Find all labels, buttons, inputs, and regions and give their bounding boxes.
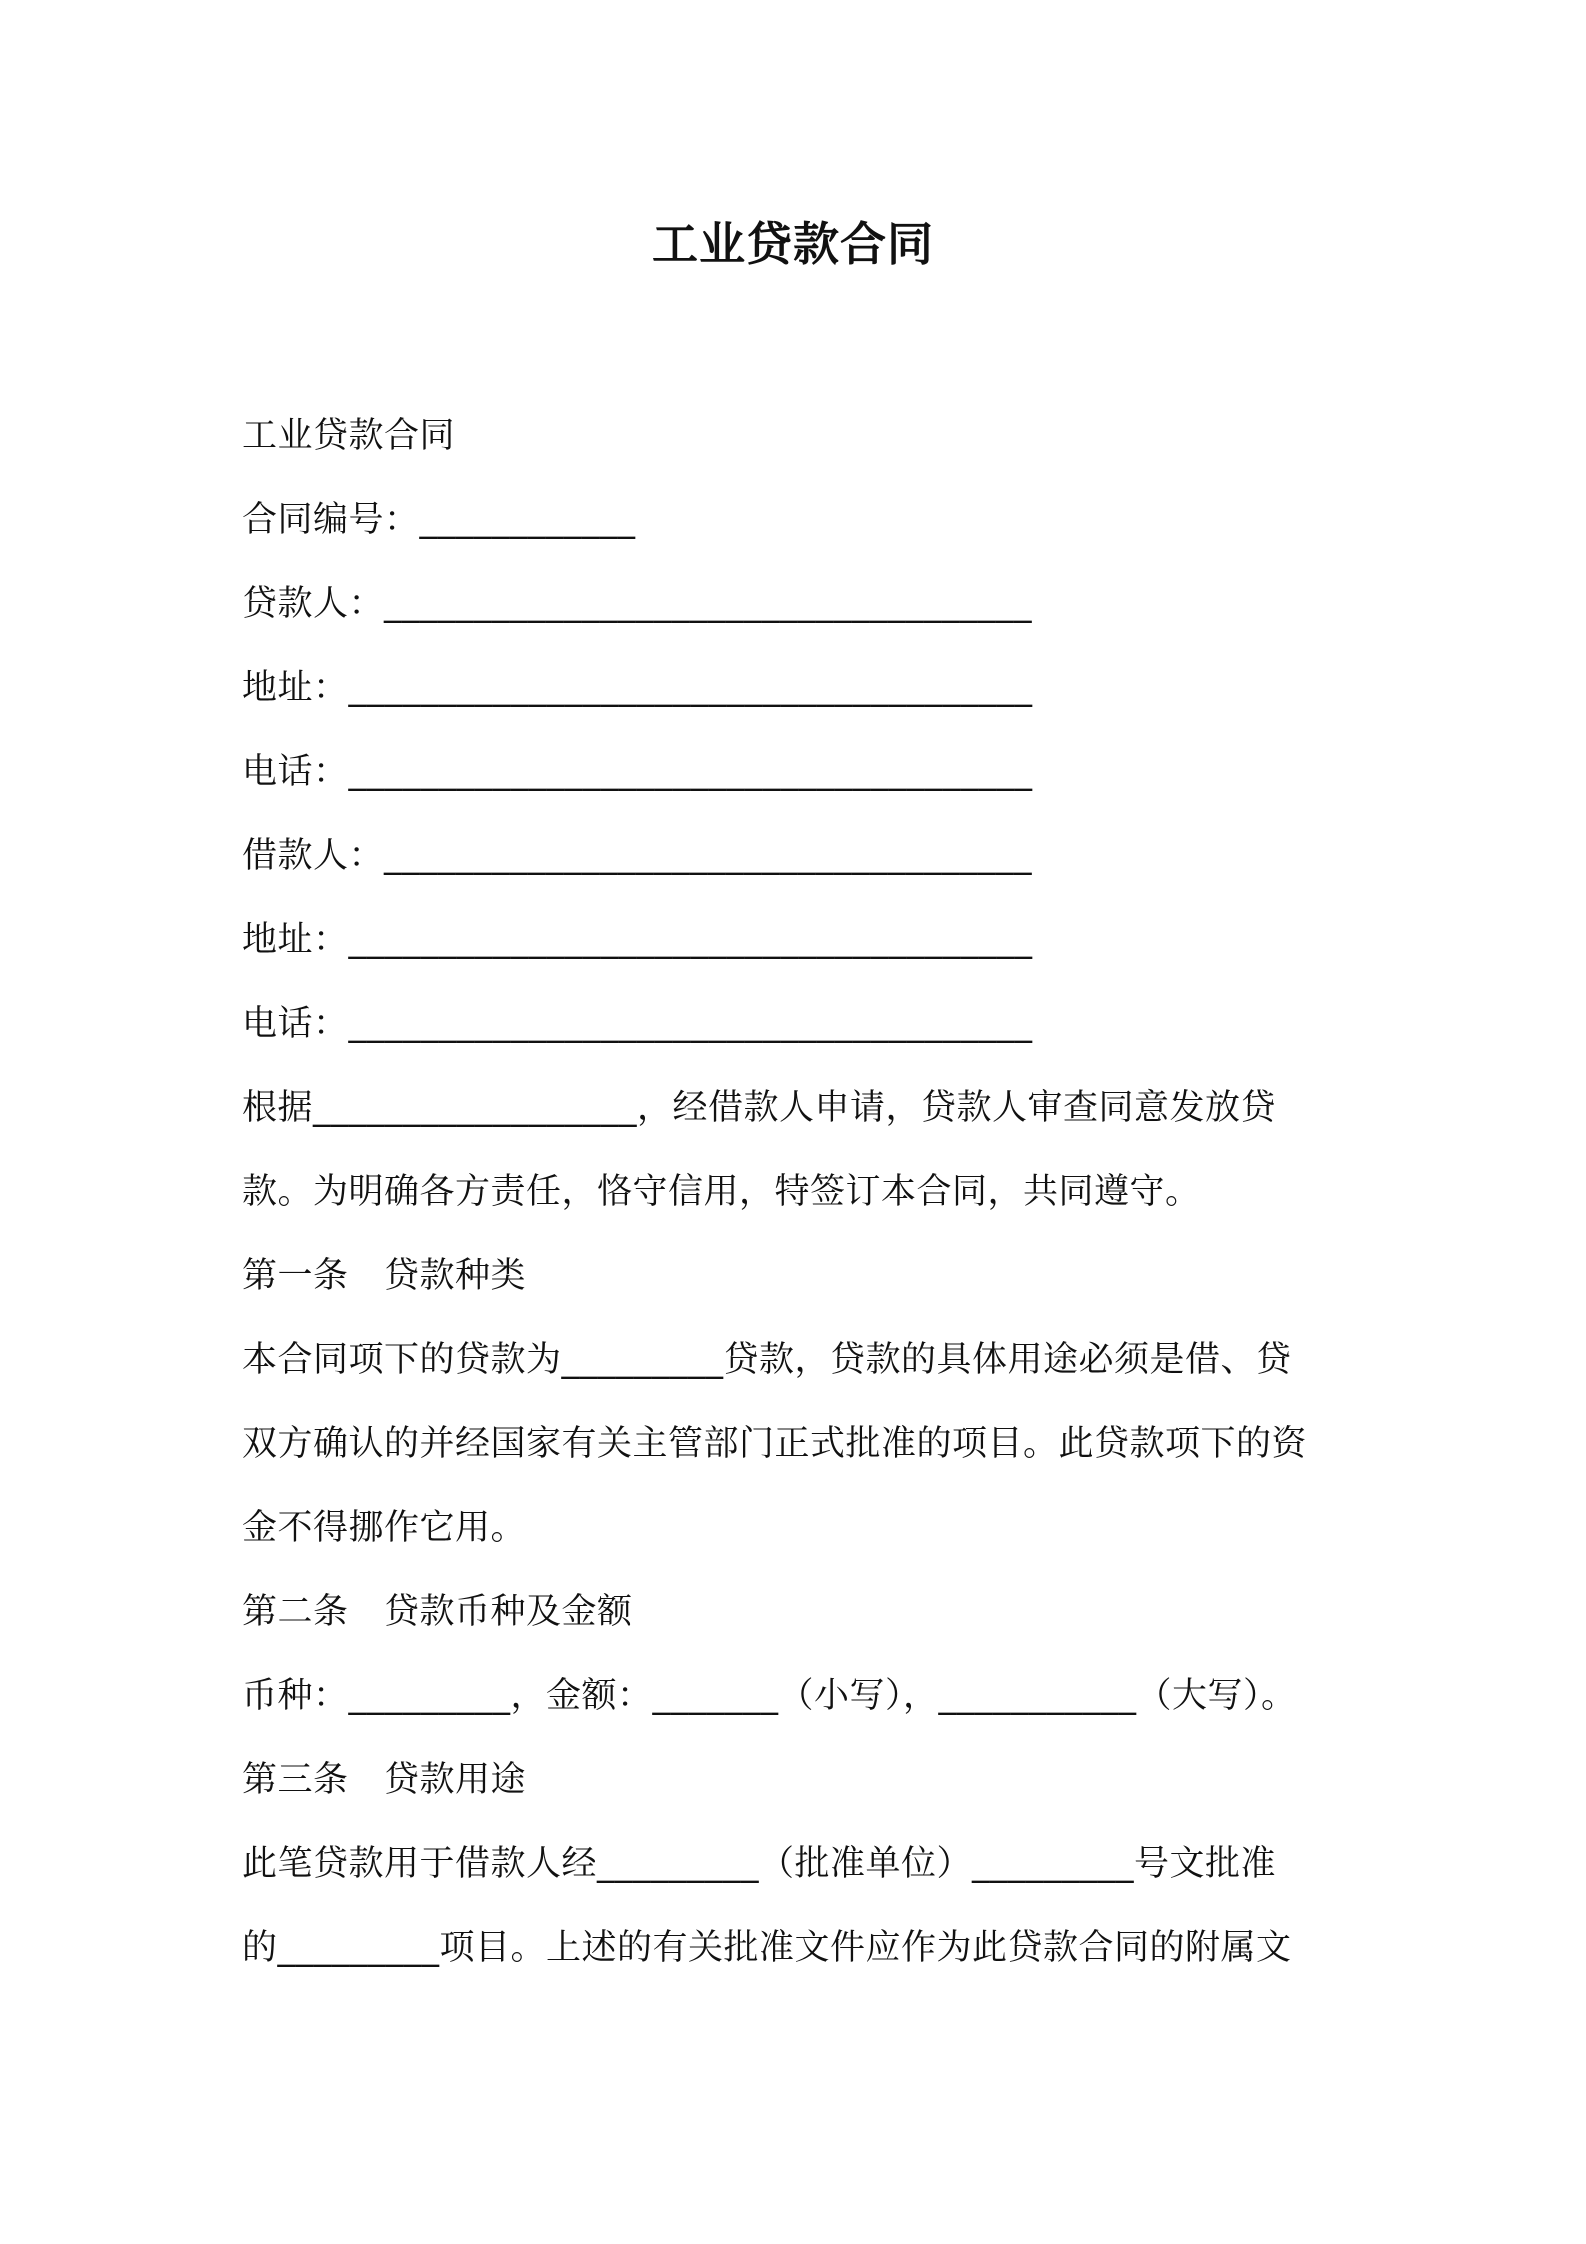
article-3-line-1: 此笔贷款用于借款人经_________（批准单位）_________号文批准 (242, 1844, 1277, 1884)
article-3-line-2: 的_________项目。上述的有关批准文件应作为此贷款合同的附属文 (242, 1928, 1292, 1968)
borrower-line: 借款人：____________________________________ (242, 836, 1033, 876)
preamble-line-2: 款。为明确各方责任，恪守信用，特签订本合同，共同遵守。 (242, 1172, 1201, 1212)
contract-heading: 工业贷款合同 (242, 416, 456, 456)
borrower-address-line: 地址：______________________________________ (242, 920, 1033, 960)
lender-line: 贷款人：____________________________________ (242, 584, 1033, 624)
preamble-line-1: 根据__________________，经借款人申请，贷款人审查同意发放贷 (242, 1088, 1277, 1128)
article-1-line-1: 本合同项下的贷款为_________贷款，贷款的具体用途必须是借、贷 (242, 1340, 1292, 1380)
article-3-heading: 第三条 贷款用途 (242, 1760, 527, 1800)
article-2-line-1: 币种：_________，金额：_______（小写），___________（大写）。 (242, 1676, 1297, 1716)
lender-phone-line: 电话：______________________________________ (242, 752, 1033, 792)
article-2-heading: 第二条 贷款币种及金额 (242, 1592, 633, 1632)
article-1-line-3: 金不得挪作它用。 (242, 1508, 527, 1548)
article-1-line-2: 双方确认的并经国家有关主管部门正式批准的项目。此贷款项下的资 (242, 1424, 1308, 1464)
borrower-phone-line: 电话：______________________________________ (242, 1004, 1033, 1044)
document-title: 工业贷款合同 (652, 217, 934, 271)
lender-address-line: 地址：______________________________________ (242, 668, 1033, 708)
article-1-heading: 第一条 贷款种类 (242, 1256, 527, 1296)
contract-number-line: 合同编号：____________ (242, 500, 636, 540)
